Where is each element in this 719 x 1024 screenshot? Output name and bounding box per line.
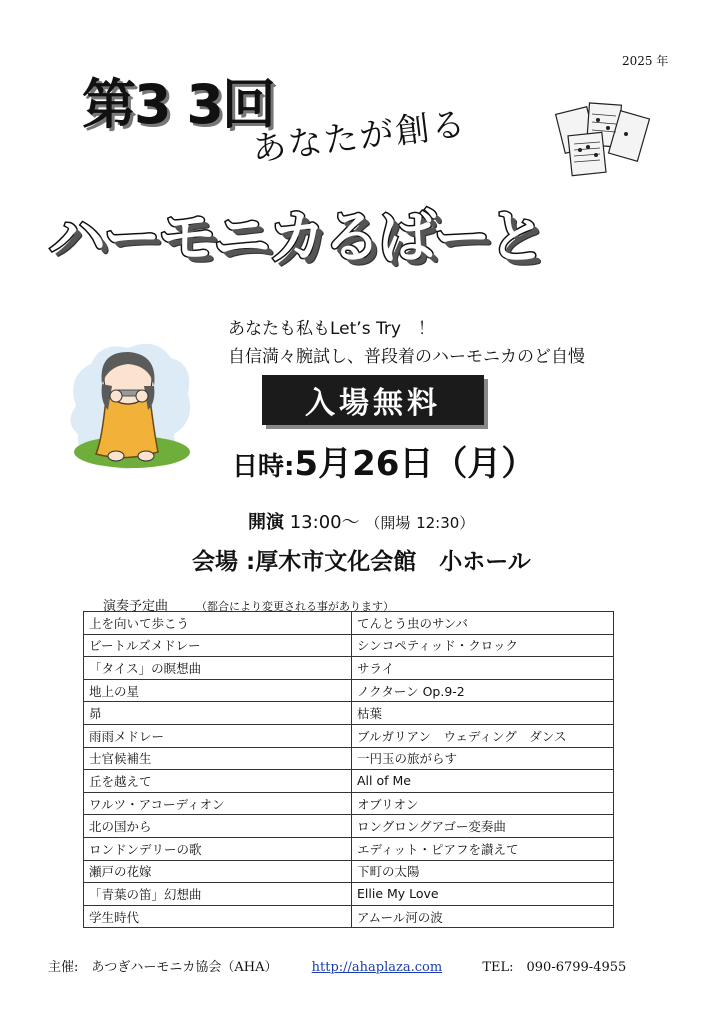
table-row bbox=[84, 905, 614, 928]
song-right: Ellie My Love bbox=[352, 883, 614, 906]
venue bbox=[192, 543, 531, 576]
song-right: All of Me bbox=[352, 770, 614, 793]
table-row bbox=[84, 679, 614, 702]
setlist-title: 演奏予定曲 bbox=[103, 599, 169, 614]
table-row bbox=[84, 702, 614, 725]
table-row bbox=[84, 860, 614, 883]
song-right: エディット・ピアフを讃えて bbox=[352, 837, 614, 860]
song-left: ビートルズメドレー bbox=[84, 634, 352, 657]
song-right: オブリオン bbox=[352, 792, 614, 815]
song-right: ノクターン Op.9-2 bbox=[352, 679, 614, 702]
catchphrase-line-2: 自信満々腕試し、普段着のハーモニカのど自慢 bbox=[228, 347, 585, 367]
phone-number: TEL: 090-6799-4955 bbox=[482, 960, 627, 975]
song-left: 丘を越えて bbox=[84, 770, 352, 793]
song-left: ワルツ・アコーディオン bbox=[84, 792, 352, 815]
table-row bbox=[84, 657, 614, 680]
sheet-music-icon bbox=[552, 100, 652, 180]
song-right: サライ bbox=[352, 657, 614, 680]
venue-name: :厚木市文化会館 小ホール bbox=[246, 549, 531, 575]
show-times bbox=[248, 508, 474, 534]
catchphrase-line-1: あなたも私もLet’s Try ！ bbox=[228, 319, 435, 339]
setlist-note: （都合により変更される事があります） bbox=[196, 600, 395, 613]
event-datetime bbox=[232, 436, 535, 485]
table-row bbox=[84, 770, 614, 793]
table-row bbox=[84, 747, 614, 770]
show-time: 13:00～ bbox=[289, 512, 360, 533]
song-right: 一円玉の旅がらす bbox=[352, 747, 614, 770]
footer bbox=[48, 956, 626, 975]
song-right: 下町の太陽 bbox=[352, 860, 614, 883]
table-row bbox=[84, 612, 614, 635]
song-left: 「青葉の笛」幻想曲 bbox=[84, 883, 352, 906]
table-row bbox=[84, 792, 614, 815]
website-link[interactable]: http://ahaplaza.com bbox=[311, 960, 443, 975]
table-row bbox=[84, 815, 614, 838]
event-title: ハーモニカるばーと bbox=[48, 203, 544, 271]
song-right: ブルガリアン ウェディング ダンス bbox=[352, 724, 614, 747]
song-right: アムール河の波 bbox=[352, 905, 614, 928]
event-date: 5月26日（月） bbox=[294, 444, 536, 484]
song-right: シンコペティッド・クロック bbox=[352, 634, 614, 657]
admission-free-badge: 入場無料 bbox=[262, 375, 484, 425]
table-row bbox=[84, 724, 614, 747]
organizer: 主催: あつぎハーモニカ協会（AHA） bbox=[48, 960, 278, 975]
year-label: 2025 年 bbox=[622, 54, 669, 68]
table-row bbox=[84, 634, 614, 657]
song-left: 上を向いて歩こう bbox=[84, 612, 352, 635]
song-left: 昴 bbox=[84, 702, 352, 725]
girl-playing-harmonica-illustration bbox=[66, 336, 196, 476]
datetime-label: 日時: bbox=[232, 452, 295, 482]
song-left: 北の国から bbox=[84, 815, 352, 838]
table-row bbox=[84, 883, 614, 906]
song-left: ロンドンデリーの歌 bbox=[84, 837, 352, 860]
table-row bbox=[84, 837, 614, 860]
song-right: てんとう虫のサンバ bbox=[352, 612, 614, 635]
edition-heading: 第3 3回 bbox=[82, 73, 274, 136]
open-label: （開場 bbox=[365, 514, 411, 532]
song-right: ロングロングアゴー変奏曲 bbox=[352, 815, 614, 838]
venue-label: 会場 bbox=[192, 549, 238, 575]
song-left: 瀬戸の花嫁 bbox=[84, 860, 352, 883]
song-right: 枯葉 bbox=[352, 702, 614, 725]
song-left: 学生時代 bbox=[84, 905, 352, 928]
song-left: 雨雨メドレー bbox=[84, 724, 352, 747]
song-left: 士官候補生 bbox=[84, 747, 352, 770]
tagline: あなたが創る bbox=[250, 103, 470, 171]
show-label: 開演 bbox=[248, 512, 284, 533]
setlist-table bbox=[83, 611, 614, 928]
open-time: 12:30） bbox=[416, 514, 475, 532]
song-left: 「タイス」の瞑想曲 bbox=[84, 657, 352, 680]
song-left: 地上の星 bbox=[84, 679, 352, 702]
